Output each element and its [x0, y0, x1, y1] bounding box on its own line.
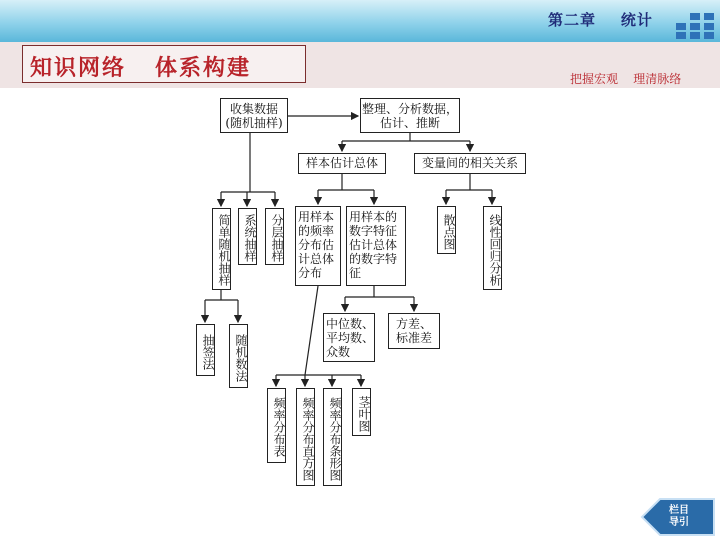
- node-scatter-plot: 散点图: [437, 206, 456, 254]
- node-systematic: 系统抽样: [238, 208, 257, 265]
- node-correlation: 变量间的相关关系: [414, 153, 526, 174]
- node-numeric-features: 用样本的 数字特征 估计总体 的数字特 征: [346, 206, 406, 286]
- node-simple-random: 简单随机抽样: [212, 208, 231, 290]
- node-sample-estimate: 样本估计总体: [298, 153, 386, 174]
- node-freq-table: 频率分布表: [267, 388, 286, 463]
- section-slogan: 把握宏观 理清脉络: [570, 72, 682, 86]
- node-mean-median-mode: 中位数、 平均数、 众数: [323, 313, 375, 362]
- node-organize-analyze: 整理、分析数据， 估计、推断: [360, 98, 460, 133]
- chapter-title: 第二章 统计: [548, 11, 653, 29]
- edge-freq-trunk: [305, 286, 318, 375]
- node-stratified: 分层抽样: [265, 208, 284, 265]
- node-histogram: 频率分布直方图: [296, 388, 315, 486]
- node-random-number: 随机数法: [229, 324, 248, 388]
- node-linear-regression: 线性回归分析: [483, 206, 502, 290]
- node-collect-data: 收集数据 (随机抽样): [220, 98, 288, 133]
- section-title: 知识网络 体系构建: [30, 55, 251, 81]
- nav-guide-label[interactable]: 栏目 导引: [669, 505, 689, 528]
- node-bar-chart: 频率分布条形图: [323, 388, 342, 486]
- node-lottery-method: 抽签法: [196, 324, 215, 376]
- node-freq-distribution: 用样本 的频率 分布估 计总体 分布: [295, 206, 341, 286]
- node-variance-std: 方差、 标准差: [388, 313, 440, 349]
- node-stem-leaf: 茎叶图: [352, 388, 371, 436]
